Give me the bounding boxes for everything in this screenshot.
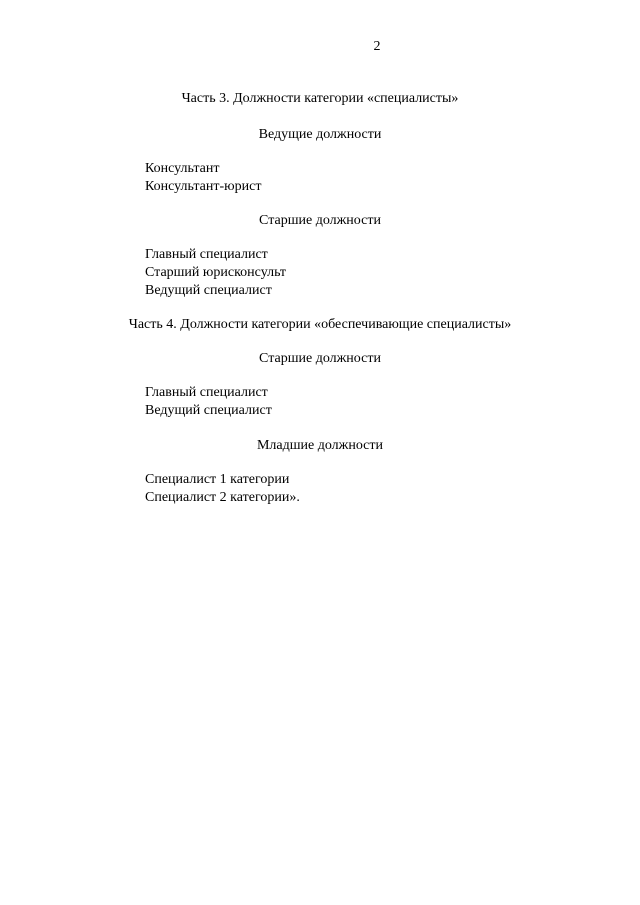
list-item: Ведущий специалист: [145, 283, 272, 298]
list-item: Консультант: [145, 161, 220, 176]
part-4-heading: Часть 4. Должности категории «обеспечивающие специалисты»: [128, 317, 512, 332]
part-3-group-2-title: Старшие должности: [259, 213, 381, 228]
list-item: Специалист 2 категории».: [145, 490, 300, 505]
list-item: Старший юрисконсульт: [145, 265, 287, 280]
list-item: Ведущий специалист: [145, 403, 272, 418]
part-3-group-1-title: Ведущие должности: [258, 127, 382, 142]
part-3-heading: Часть 3. Должности категории «специалисты»: [181, 91, 459, 106]
page-number: 2: [373, 39, 381, 54]
list-item: Консультант-юрист: [145, 179, 262, 194]
part-4-group-1-title: Старшие должности: [259, 351, 381, 366]
list-item: Специалист 1 категории: [145, 472, 290, 487]
list-item: Главный специалист: [145, 385, 268, 400]
list-item: Главный специалист: [145, 247, 268, 262]
part-4-group-2-title: Младшие должности: [256, 438, 384, 453]
